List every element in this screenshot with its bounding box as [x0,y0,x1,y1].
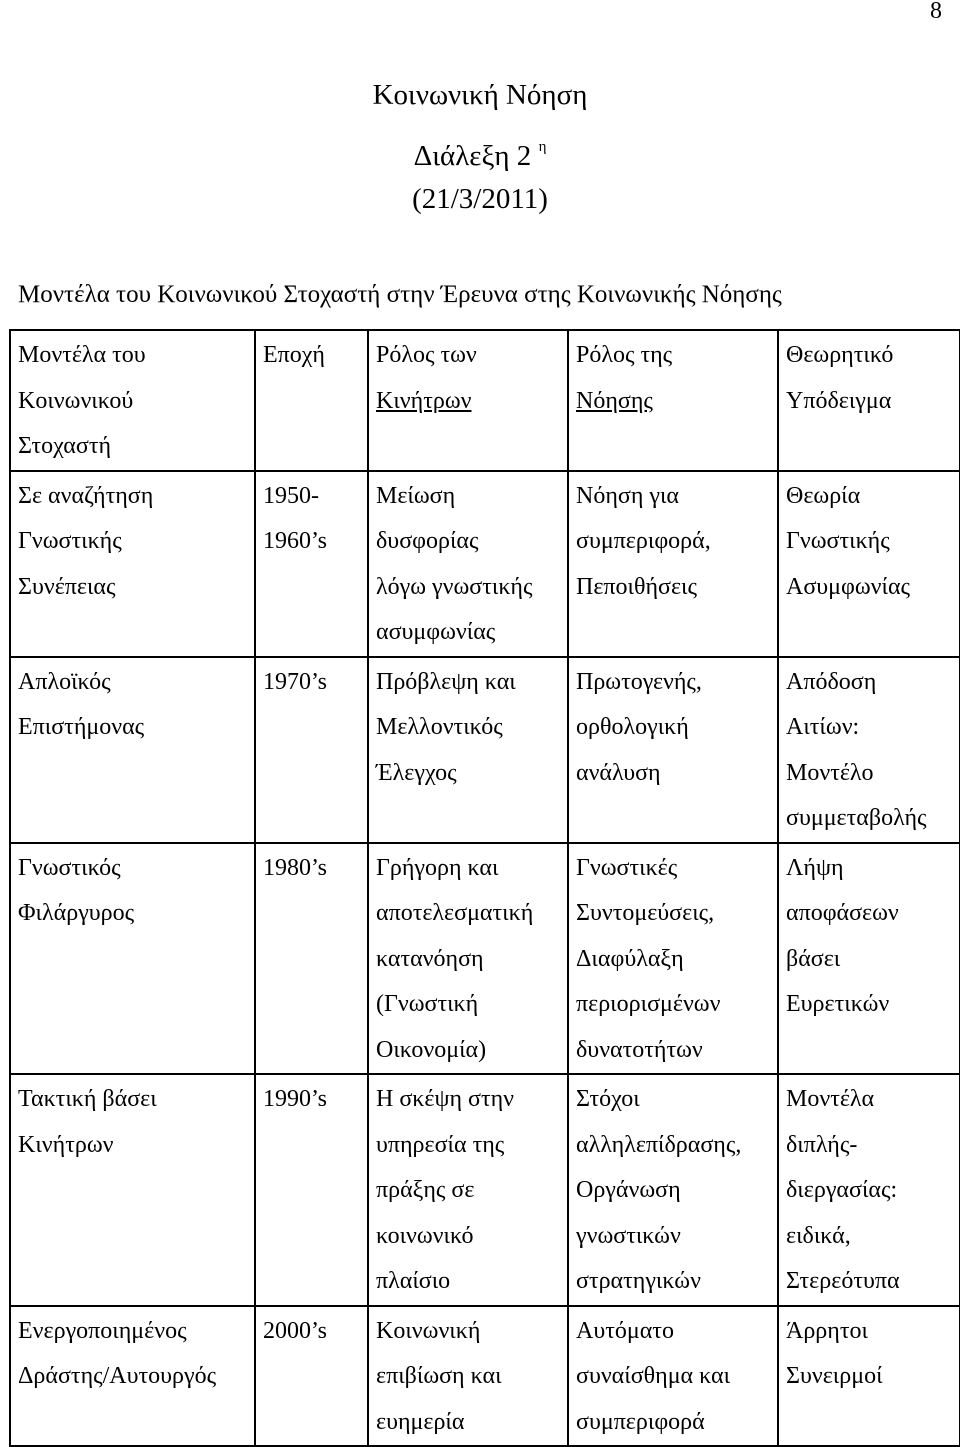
table-cell [778,1074,960,1306]
table-row [10,843,960,1075]
cell-line: Κοινωνική [376,1317,481,1344]
cell-line: Άρρητοι [786,1317,868,1344]
cell-line: 2000’s [263,1317,328,1344]
table-cell [255,1074,368,1306]
table-cell [255,471,368,657]
table-cell [568,1074,778,1306]
lecture-label: Διάλεξη 2 [413,140,532,172]
table-header-row [10,330,960,471]
table-cell [568,843,778,1075]
table-cell [10,471,255,657]
cell-line: υπηρεσία της [376,1131,505,1158]
cell-line: Έλεγχος [376,759,457,786]
cell-line: Διαφύλαξη [576,945,684,972]
cell-line: Ευρετικών [786,991,890,1017]
cell-line: ασυμφωνίας [376,619,496,645]
cell-line: πλαίσιο [376,1268,451,1294]
cell-line: Στοχαστή [18,433,112,459]
cell-line: Υπόδειγμα [786,387,892,414]
cell-line: ορθολογική [576,714,689,740]
table-cell [778,843,960,1075]
table-cell [568,1306,778,1447]
page-number: 8 [930,0,942,24]
cell-line: διεργασίας: [786,1177,898,1203]
cell-line: Φιλάργυρος [18,900,135,926]
cell-line: Στόχοι [576,1086,640,1112]
cell-line: Συνειρμοί [786,1363,883,1389]
cell-line: διπλής- [786,1131,858,1158]
table-row [10,657,960,843]
cell-line: αποτελεσματική [376,900,534,926]
cell-line: Συνέπειας [18,573,116,600]
cell-line: ανάλυση [576,759,661,786]
table-cell [10,1306,255,1447]
lecture-title [0,122,960,174]
table-caption: Μοντέλα του Κοινωνικού Στοχαστή στην Έρευνα στης Κοινωνικής Νόησης [18,281,782,308]
cell-line: Μοντέλα του [18,342,146,368]
table-row [10,1306,960,1447]
cell-line: Γνωστικής [18,528,122,554]
cell-line: Ασυμφωνίας [786,573,911,600]
cell-line: Μείωση [376,482,456,509]
cell-line: Θεωρία [786,482,861,509]
cell-line: Νόηση για [576,482,680,509]
table-row [10,471,960,657]
social-thinker-models-table [9,329,960,1447]
table-cell [568,471,778,657]
cell-line: Οικονομία) [376,1036,487,1063]
header-cell-theoretical-paradigm [778,330,960,471]
cell-line: 1960’s [263,528,328,554]
cell-line: Θεωρητικό [786,342,894,368]
table-cell [255,843,368,1075]
cell-line: συναίσθημα και [576,1363,731,1389]
cell-line: αλληλεπίδρασης, [576,1131,742,1158]
cell-line: Κοινωνικού [18,387,134,414]
cell-line: Αυτόματο [576,1317,674,1344]
cell-line: στρατηγικών [576,1268,701,1294]
table-cell [10,843,255,1075]
cell-line: δυνατοτήτων [576,1036,703,1063]
cell-line: Μελλοντικός [376,714,503,740]
cell-line: συμπεριφορά [576,1408,705,1435]
cell-line: Ρόλος της [576,342,673,368]
cell-line: Απλοϊκός [18,668,111,695]
cell-line: Τακτική βάσει [18,1086,157,1112]
cell-line: Γνωστικής [786,528,890,554]
cell-line: Νόησης [576,387,653,414]
table-cell [368,843,568,1075]
cell-line: Πρόβλεψη και [376,668,516,695]
cell-line: συμπεριφορά, [576,528,711,554]
header-cell-era [255,330,368,471]
cell-line: Σε αναζήτηση [18,482,154,509]
cell-line: κατανόηση [376,945,484,972]
cell-line: βάσει [786,945,841,972]
cell-line: Η σκέψη στην [376,1086,514,1112]
header-cell-model [10,330,255,471]
cell-line: Ενεργοποιημένος [18,1317,187,1344]
cell-line: Εποχή [263,342,325,368]
table-cell [778,471,960,657]
cell-line: Κινήτρων [18,1131,114,1158]
cell-line: Επιστήμονας [18,714,145,740]
table-cell [10,1074,255,1306]
table-cell [778,657,960,843]
cell-line: συμμεταβολής [786,805,927,831]
cell-line: 1990’s [263,1086,328,1112]
cell-line: ειδικά, [786,1222,851,1249]
cell-line: περιορισμένων [576,991,721,1017]
cell-line: Στερεότυπα [786,1268,900,1294]
document-header [0,70,960,226]
cell-line: Συντομεύσεις, [576,900,715,926]
course-title: Κοινωνική Νόηση [372,79,588,111]
cell-line: (Γνωστική [376,991,479,1017]
cell-line: Δράστης/Αυτουργός [18,1363,217,1389]
cell-line: 1980’s [263,854,328,881]
lecture-date: (21/3/2011) [412,183,548,215]
cell-line: Οργάνωση [576,1177,681,1203]
lecture-superscript: η [538,139,547,155]
table-cell [568,657,778,843]
cell-line: επιβίωση και [376,1363,502,1389]
cell-line: Λήψη [786,854,844,881]
cell-line: Αιτίων: [786,714,860,740]
cell-line: 1970’s [263,668,328,695]
table-cell [368,471,568,657]
cell-line: Πεποιθήσεις [576,573,698,600]
cell-line: αποφάσεων [786,900,899,926]
cell-line: λόγω γνωστικής [376,573,533,600]
table-cell [368,1074,568,1306]
cell-line: γνωστικών [576,1222,681,1249]
table-cell [255,657,368,843]
cell-line: Κινήτρων [376,387,472,414]
header-cell-cognition-role [568,330,778,471]
cell-line: Γνωστικός [18,854,121,881]
cell-line: Γνωστικές [576,854,678,881]
cell-line: Μοντέλο [786,759,874,786]
cell-line: 1950- [263,482,319,509]
cell-line: Γρήγορη και [376,854,499,881]
table-cell [255,1306,368,1447]
table-cell [368,657,568,843]
cell-line: ευημερία [376,1408,465,1435]
table-cell [10,657,255,843]
cell-line: Μοντέλα [786,1086,875,1112]
cell-line: Απόδοση [786,668,877,695]
cell-line: πράξης σε [376,1177,475,1203]
cell-line: κοινωνικό [376,1222,474,1249]
table-row [10,1074,960,1306]
header-cell-motivation-role [368,330,568,471]
cell-line: Ρόλος των [376,342,477,368]
table-cell [368,1306,568,1447]
cell-line: δυσφορίας [376,528,479,554]
cell-line: Πρωτογενής, [576,668,702,695]
table-cell [778,1306,960,1447]
